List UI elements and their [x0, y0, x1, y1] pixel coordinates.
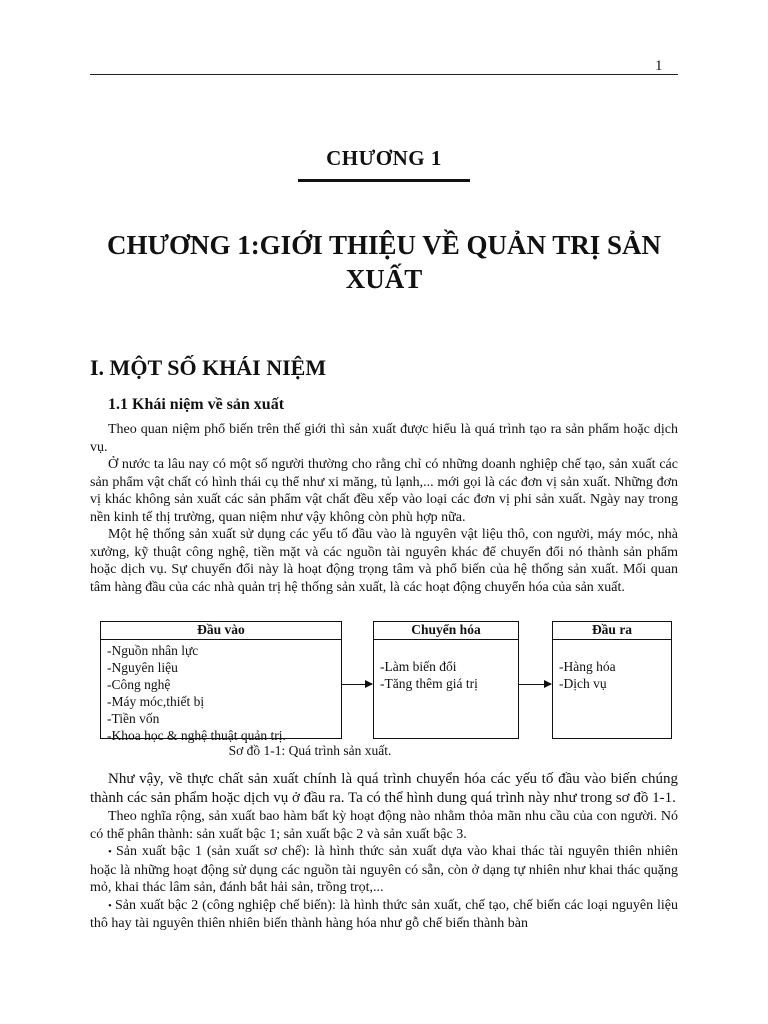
paragraph: Theo quan niệm phổ biến trên thế giới thì sản xuất được hiểu là quá trình tạo ra sản phẩm hoặc dịch vụ.	[90, 422, 678, 455]
section-heading: I. MỘT SỐ KHÁI NIỆM	[90, 355, 327, 380]
inputs-box	[100, 621, 342, 743]
inputs-item: -Khoa học & nghệ thuật quản trị.	[107, 728, 286, 743]
outputs-item: -Dịch vụ	[559, 676, 607, 691]
paragraph: Như vậy, về thực chất sản xuất chính là quá trình chuyển hóa các yếu tố đầu vào biến chúng thành các sản phẩm hoặc dịch vụ ở đầu ra. Ta có thể hình dung quá trình này như trong sơ đồ 1-1.	[90, 771, 678, 806]
outputs-box	[552, 621, 672, 739]
chapter-title: CHƯƠNG 1:GIỚI THIỆU VỀ QUẢN TRỊ SẢN XUẤT	[106, 230, 662, 294]
page-number: 1	[655, 58, 663, 74]
bullet-paragraph: • Sản xuất bậc 1 (sản xuất sơ chế): là hình thức sản xuất dựa vào khai thác tài nguyên thiên nhiên hoặc là những hoạt động sử dụng các nguồn tài nguyên có sẵn, còn ở dạng tự nhiên như khai thác quặng mỏ, khai thác lâm sản, đánh bắt hải sản, trồng trọt,...	[90, 843, 678, 897]
inputs-item: -Nguồn nhân lực	[107, 643, 199, 658]
diagram-caption: Sơ đồ 1-1: Quá trình sản xuất.	[228, 743, 392, 758]
outputs-item: -Hàng hóa	[559, 659, 616, 674]
transform-item: -Làm biến đổi	[380, 659, 457, 674]
transform-box-title: Chuyển hóa	[374, 622, 518, 640]
paragraph: Ở nước ta lâu nay có một số người thường cho rằng chỉ có những doanh nghiệp chế tạo, sản xuất các sản phẩm vật chất có hình thái cụ thể như xi măng, tủ lạnh,... mới gọi là các đơn vị sản xuất. Những đơn vị khác không sản xuất các sản phẩm vật chất đều xếp vào loại các đơn vị phi sản xuất. Ngày nay trong nền kinh tế thị trường, quan niệm như vậy không còn phù hợp nữa.	[90, 457, 678, 525]
arrow-right-icon	[342, 684, 372, 685]
transform-box	[373, 621, 519, 739]
inputs-box-title: Đầu vào	[101, 622, 341, 640]
subsection-heading: 1.1 Khái niệm về sản xuất	[108, 396, 285, 413]
outputs-box-title: Đầu ra	[553, 622, 671, 640]
body-text-top	[90, 421, 678, 596]
chapter-label-underline	[298, 179, 470, 182]
paragraph: Một hệ thống sản xuất sử dụng các yếu tố đầu vào là nguyên vật liệu thô, con người, máy móc, nhà xưởng, kỹ thuật công nghệ, tiền mặt và các nguồn tài nguyên khác để chuyển đổi nó thành sản phẩm hoặc dịch vụ. Sự chuyển đổi này là hoạt động trọng tâm và phổ biến của hệ thống sản xuất. Mối quan tâm hàng đầu của các nhà quản trị hệ thống sản xuất, là các hoạt động chuyển hóa của sản xuất.	[90, 527, 678, 595]
inputs-item: -Công nghệ	[107, 677, 171, 692]
chapter-label: CHƯƠNG 1	[326, 146, 442, 170]
header-rule	[90, 74, 678, 75]
arrow-right-icon	[519, 684, 551, 685]
production-process-diagram	[0, 621, 768, 761]
inputs-item: -Nguyên liệu	[107, 660, 178, 675]
body-text-bottom	[90, 770, 678, 933]
paragraph: Theo nghĩa rộng, sản xuất bao hàm bất kỳ hoạt động nào nhằm thỏa mãn nhu cầu của con người. Nó có thể phân thành: sản xuất bậc 1; sản xuất bậc 2 và sản xuất bậc 3.	[90, 809, 678, 842]
bullet-paragraph: • Sản xuất bậc 2 (công nghiệp chế biến): là hình thức sản xuất, chế tạo, chế biến các loại nguyên liệu thô hay tài nguyên thiên nhiên biến thành hàng hóa như gỗ chế biến thành bàn	[90, 897, 678, 933]
inputs-item: -Tiền vốn	[107, 711, 160, 726]
transform-item: -Tăng thêm giá trị	[380, 676, 478, 691]
inputs-item: -Máy móc,thiết bị	[107, 694, 205, 709]
